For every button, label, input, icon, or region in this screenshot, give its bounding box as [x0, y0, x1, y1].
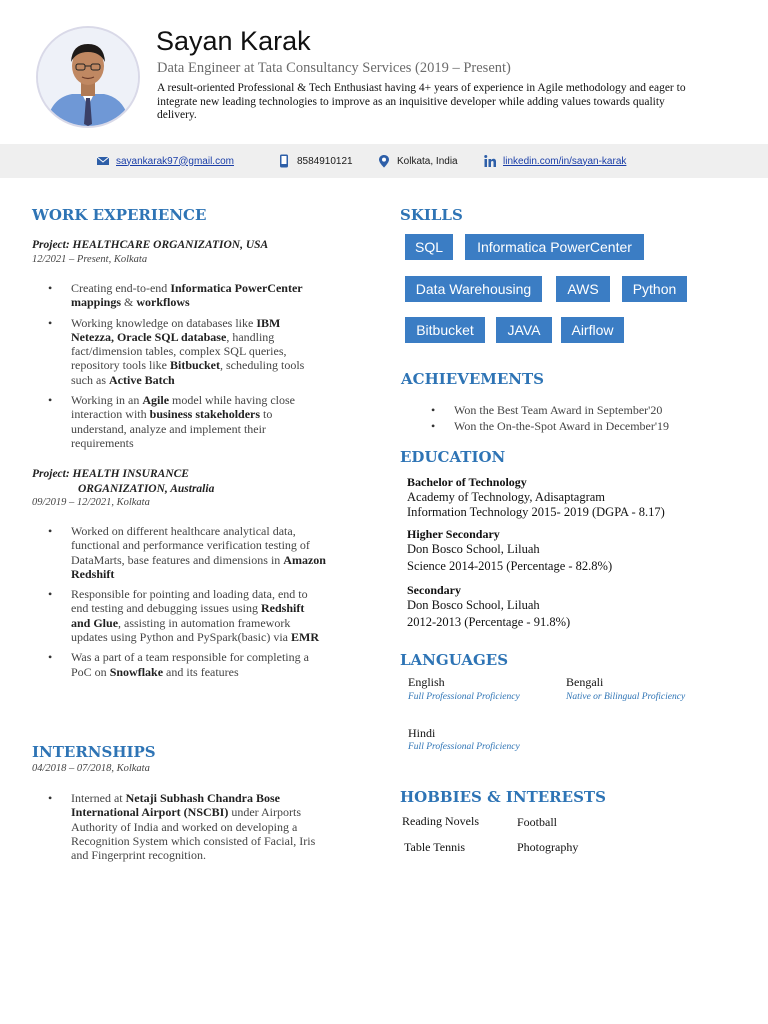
- project-2-bullets: [71, 524, 326, 685]
- skills-heading: SKILLS: [400, 206, 463, 224]
- language-level: Full Professional Proficiency: [408, 742, 520, 752]
- skill-chip: Informatica PowerCenter: [465, 234, 644, 260]
- language-name: Bengali: [566, 675, 604, 689]
- education-degree: Higher Secondary: [407, 527, 500, 541]
- education-heading: EDUCATION: [400, 448, 506, 466]
- education-school: Don Bosco School, Liluah: [407, 598, 540, 612]
- hobby-item: Table Tennis: [404, 840, 466, 854]
- phone-icon: [277, 154, 291, 168]
- internships-heading: INTERNSHIPS: [32, 743, 156, 761]
- list-item: • Worked on different healthcare analytical data, functional and performance verification testing of DataMarts, base features and dimensions in Amazon Redshift: [71, 524, 326, 581]
- project-1-bullets: [71, 281, 321, 456]
- education-degree: Bachelor of Technology: [407, 475, 527, 489]
- project-title-2: Project: HEALTH INSURANCE: [32, 468, 189, 480]
- person-name: Sayan Karak: [156, 26, 311, 56]
- skill-chip: Bitbucket: [405, 317, 485, 343]
- hobbies-heading: HOBBIES & INTERESTS: [400, 788, 606, 806]
- internship-bullets: [71, 791, 329, 868]
- profile-summary: A result-oriented Professional & Tech Enthusiast having 4+ years of experience in Agile methodology and eager to integrate new leading technologies to improve as an inquisitive developer while adding values towards quality delivery.: [157, 82, 686, 121]
- language-name: Hindi: [408, 726, 436, 740]
- list-item: • Responsible for pointing and loading data, end to end testing and debugging issues using Redshift and Glue, assisting in automation framework updates using Python and PySpark(basic) via EMR: [71, 587, 326, 644]
- location-text: Kolkata, India: [397, 155, 458, 167]
- skill-chip: JAVA: [496, 317, 552, 343]
- list-item: • Working knowledge on databases like IBM Netezza, Oracle SQL database, handling fact/dimension tables, complex SQL queries, repository tools like Bitbucket, scheduling tools such as Active Batch: [71, 316, 321, 387]
- location-pin-icon: [377, 154, 391, 168]
- hobby-item: Photography: [517, 840, 579, 854]
- list-item: • Creating end-to-end Informatica PowerCenter mappings & workflows: [71, 281, 321, 310]
- project-title-1: Project: HEALTHCARE ORGANIZATION, USA: [32, 239, 269, 251]
- linkedin-link[interactable]: linkedin.com/in/sayan-karak: [503, 155, 627, 167]
- achievements-list: [454, 403, 744, 434]
- phone-number: 8584910121: [297, 155, 353, 167]
- hobby-item: Reading Novels: [402, 814, 479, 828]
- project-title-2-line2: ORGANIZATION, Australia: [78, 483, 215, 495]
- job-title: Data Engineer at Tata Consultancy Services (2019 – Present): [157, 60, 511, 76]
- list-item: • Working in an Agile model while having close interaction with business stakeholders to understand, analyze and implement their requirements: [71, 393, 321, 450]
- skill-chip: Data Warehousing: [405, 276, 542, 302]
- list-item: • Won the On-the-Spot Award in December'19: [454, 419, 744, 435]
- list-item: • Was a part of a team responsible for completing a PoC on Snowflake and its features: [71, 650, 326, 679]
- skill-chip: Airflow: [561, 317, 624, 343]
- contact-email[interactable]: [96, 154, 234, 168]
- project-date-2: 09/2019 – 12/2021, Kolkata: [32, 497, 150, 508]
- education-degree: Secondary: [407, 583, 461, 597]
- internship-date: 04/2018 – 07/2018, Kolkata: [32, 763, 150, 774]
- work-experience-heading: WORK EXPERIENCE: [32, 206, 207, 224]
- education-detail: Science 2014-2015 (Percentage - 82.8%): [407, 559, 613, 573]
- achievements-heading: ACHIEVEMENTS: [401, 370, 545, 388]
- language-level: Full Professional Proficiency: [408, 692, 520, 702]
- skill-chip: SQL: [405, 234, 453, 260]
- language-name: English: [408, 675, 445, 689]
- education-detail: Information Technology 2015- 2019 (DGPA - 8.17): [407, 505, 665, 519]
- contact-location: [377, 154, 458, 168]
- project-date-1: 12/2021 – Present, Kolkata: [32, 254, 148, 265]
- education-detail: 2012-2013 (Percentage - 91.8%): [407, 615, 571, 629]
- languages-heading: LANGUAGES: [400, 651, 509, 669]
- skill-chip: AWS: [556, 276, 610, 302]
- email-icon: [96, 154, 110, 168]
- hobby-item: Football: [517, 815, 558, 829]
- list-item: • Won the Best Team Award in September'20: [454, 403, 744, 419]
- contact-linkedin[interactable]: [483, 154, 626, 168]
- profile-photo: [36, 26, 140, 128]
- contact-bar: [0, 144, 768, 178]
- email-link[interactable]: sayankarak97@gmail.com: [116, 155, 234, 167]
- education-school: Don Bosco School, Liluah: [407, 542, 540, 556]
- contact-phone: [277, 154, 353, 168]
- language-level: Native or Bilingual Proficiency: [566, 692, 686, 702]
- list-item: • Interned at Netaji Subhash Chandra Bose International Airport (NSCBI) under Airports Authority of India and worked on developing a Recognition System which consisted of Facial, Iris and Fingerprint recognition.: [71, 791, 329, 862]
- linkedin-icon: [483, 154, 497, 168]
- education-school: Academy of Technology, Adisaptagram: [407, 490, 606, 504]
- skill-chip: Python: [622, 276, 687, 302]
